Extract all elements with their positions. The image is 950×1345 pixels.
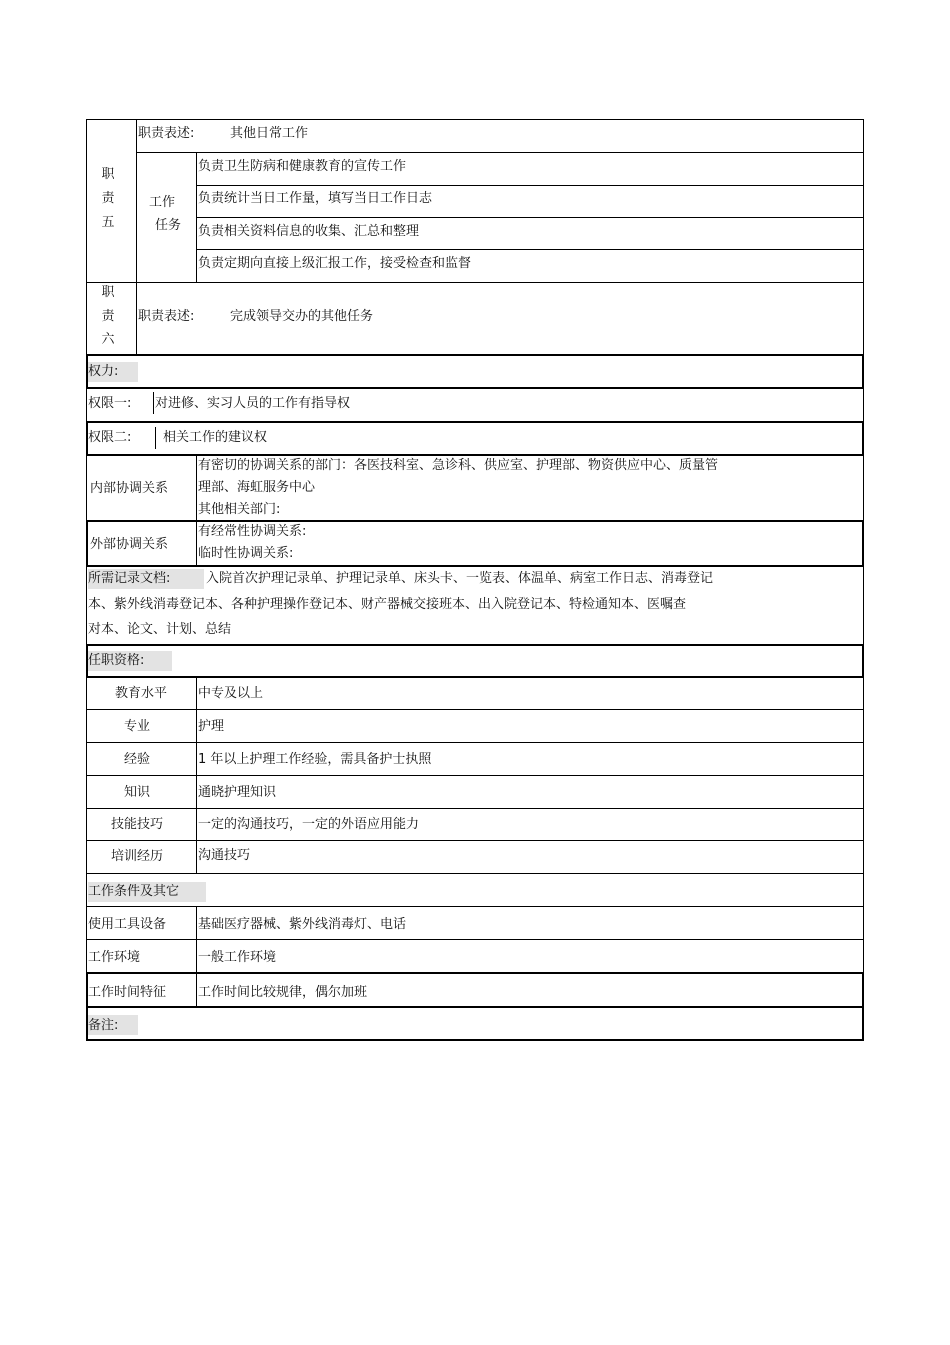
duty5-task: 负责相关资料信息的收集、汇总和整理 (198, 224, 420, 239)
qualification-row-value: 一定的沟通技巧，一定的外语应用能力 (198, 817, 420, 832)
duty5-label-char: 职 (101, 167, 115, 182)
authority-item-label: 权限一: (88, 396, 132, 411)
records-line: 入院首次护理记录单、护理记录单、床头卡、一览表、体温单、病室工作日志、消毒登记 (206, 571, 714, 586)
internal-relations-label: 内部协调关系 (90, 481, 169, 496)
qualification-title-row (86, 644, 864, 678)
duty5-tasks-label: 工作 (149, 195, 176, 210)
qualification-row-label: 知识 (123, 785, 150, 800)
duty6-block (86, 282, 864, 356)
records-line: 对本、论文、计划、总结 (88, 622, 232, 637)
records-line: 本、紫外线消毒登记本、各种护理操作登记本、财产器械交接班本、出入院登记本、特检通知本、医嘱查 (88, 597, 687, 612)
conditions-row-label: 工作时间特征 (88, 985, 167, 1000)
qualification-title: 任职资格: (88, 653, 145, 668)
internal-relations-line: 理部、海虹服务中心 (198, 480, 316, 495)
duty5-desc-label: 职责表述: (138, 126, 195, 141)
qualification-row-label: 技能技巧 (110, 817, 163, 832)
qualification-row-label: 专业 (123, 719, 150, 734)
duty6-desc-label: 职责表述: (138, 309, 195, 324)
authority-title-row (86, 354, 864, 389)
qualification-row-value: 1 年以上护理工作经验，需具备护士执照 (198, 752, 432, 767)
qualification-row-value: 通晓护理知识 (198, 785, 277, 800)
conditions-title: 工作条件及其它 (88, 884, 180, 899)
conditions-row-value: 工作时间比较规律，偶尔加班 (198, 985, 368, 1000)
internal-relations-line: 其他相关部门: (198, 502, 281, 517)
duty5-label-char: 五 (101, 215, 115, 230)
duty6-desc-value: 完成领导交办的其他任务 (230, 309, 374, 324)
duty6-label-char: 职 (101, 285, 115, 300)
qualification-row-value: 沟通技巧 (198, 848, 251, 863)
duty5-desc-value: 其他日常工作 (230, 126, 309, 141)
qualification-row-value: 护理 (198, 719, 225, 734)
authority-title: 权力: (88, 364, 119, 379)
authority-item-value: 对进修、实习人员的工作有指导权 (155, 396, 351, 411)
records-label: 所需记录文档: (88, 571, 171, 586)
duty5-tasks-label: 任务 (155, 218, 182, 233)
remarks-row (86, 1006, 864, 1041)
duty5-label-char: 责 (101, 191, 115, 206)
authority-item-label: 权限二: (88, 430, 132, 445)
conditions-row-value: 一般工作环境 (198, 950, 277, 965)
remarks-title: 备注: (88, 1018, 119, 1033)
internal-relations-line: 有密切的协调关系的部门：各医技科室、急诊科、供应室、护理部、物资供应中心、质量管 (198, 458, 719, 473)
external-relations-label: 外部协调关系 (90, 537, 169, 552)
qualification-row-label: 教育水平 (114, 686, 167, 701)
conditions-row-value: 基础医疗器械、紫外线消毒灯、电话 (198, 917, 407, 932)
authority-item-value: 相关工作的建议权 (163, 430, 268, 445)
qualification-row-value: 中专及以上 (198, 686, 264, 701)
external-relations-line: 临时性协调关系: (198, 546, 294, 561)
duty6-label-char: 责 (101, 309, 115, 324)
duty6-label-char: 六 (101, 332, 115, 347)
duty5-task: 负责统计当日工作量，填写当日工作日志 (198, 191, 433, 206)
conditions-row-label: 工作环境 (88, 950, 141, 965)
qualification-row-label: 培训经历 (110, 849, 163, 864)
duty5-task: 负责卫生防病和健康教育的宣传工作 (198, 159, 407, 174)
duty5-task: 负责定期向直接上级汇报工作，接受检查和监督 (198, 256, 472, 271)
qualification-row-label: 经验 (123, 752, 150, 767)
conditions-row-label: 使用工具设备 (88, 917, 167, 932)
external-relations-line: 有经常性协调关系: (198, 524, 307, 539)
